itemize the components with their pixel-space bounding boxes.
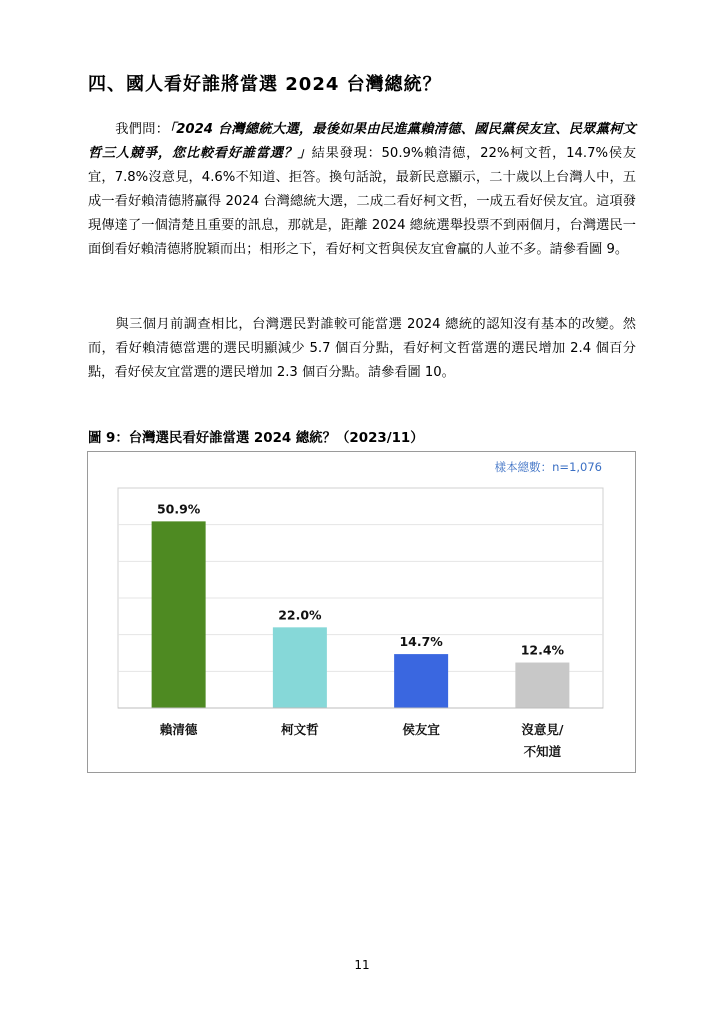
figure-caption: 圖 9：台灣選民看好誰當選 2024 總統？（2023/11） [88, 431, 424, 446]
data-label: 22.0% [278, 607, 322, 623]
bar [273, 627, 327, 708]
category-label: 不知道 [523, 744, 562, 759]
category-label: 賴清德 [159, 722, 198, 737]
bar [394, 654, 448, 708]
survey-question: 「2024 台灣總統大選，最後如果由民進黨賴清德、國民黨侯友宜、民眾黨柯文哲三人競爭，您比較看好誰當選？」 [88, 122, 636, 161]
section-title: 四、國人看好誰將當選 2024 台灣總統？ [88, 74, 442, 95]
category-label: 沒意見/ [521, 722, 564, 737]
bar [515, 663, 569, 708]
data-label: 12.4% [520, 642, 565, 658]
paragraph-2-body: 與三個月前調查相比，台灣選民對誰較可能當選 2024 總統的認知沒有基本的改變。然而，看好賴清德當選的選民明顯減少 5.7 個百分點，看好柯文哲當選的選民增加 2.4 個百分點，看好侯友宜當選的選民增加 2.3 個百分點。請參看圖 10。 [88, 317, 636, 380]
paragraph-1-lead: 我們問： [115, 122, 170, 137]
data-label: 50.9% [156, 501, 201, 517]
page-number: 11 [354, 958, 370, 972]
category-label: 柯文哲 [281, 722, 319, 737]
data-label: 14.7% [399, 634, 443, 650]
chart-frame [87, 451, 636, 773]
paragraph-1-body: 結果發現：50.9%賴清德，22%柯文哲，14.7%侯友宜，7.8%沒意見，4.6%不知道、拒答。換句話說，最新民意顯示，二十歲以上台灣人中，五成一看好賴清德將贏得 2024 台灣總統大選，二成二看好柯文哲，一成五看好侯友宜。這項發現傳達了一個清楚且重要的訊息，那就是，距離 2024 總統選舉投票不到兩個月，台灣選民一面倒看好賴清德將脫穎而出；相形之下，看好柯文哲與侯友宜會贏的人並不多。請參看圖 9。 [88, 146, 636, 257]
paragraph-1 [88, 118, 636, 262]
category-label: 侯友宜 [402, 722, 440, 737]
sample-size-label: 樣本總數：n=1,076 [494, 460, 602, 474]
bar-chart [88, 452, 635, 772]
paragraph-2 [88, 313, 636, 385]
bar [152, 521, 206, 708]
